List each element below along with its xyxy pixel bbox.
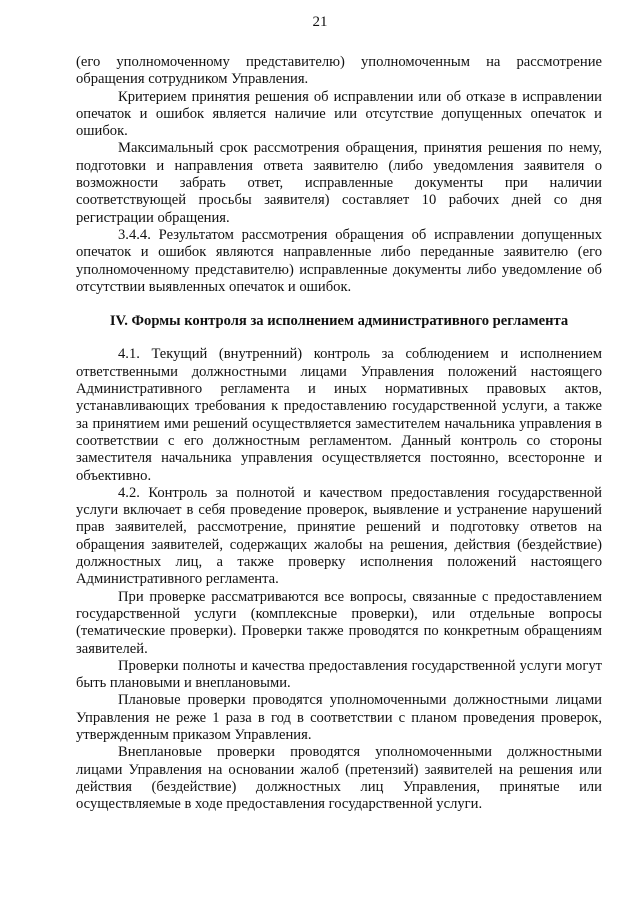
paragraph: Плановые проверки проводятся уполномоченными должностными лицами Управления не реже 1 раза в год в соответствии с планом проведения проверок, утвержденным приказом Управления.	[76, 692, 602, 743]
paragraph: Внеплановые проверки проводятся уполномоченными должностными лицами Управления на основании жалоб (претензий) заявителей на решения или действия (бездействие) должностных лиц Управления, принятые или осуществляемые в ходе предоставления государственной услуги.	[76, 744, 602, 813]
paragraph: 3.4.4. Результатом рассмотрения обращения об исправлении допущенных опечаток и ошибок являются направленные либо переданные заявителю (его уполномоченному представителю) исправленные документы либо уведомление об отсутствии выявленных опечаток и ошибок.	[76, 226, 602, 295]
section-heading: IV. Формы контроля за исполнением административного регламента	[109, 313, 569, 330]
paragraph: 4.1. Текущий (внутренний) контроль за соблюдением и исполнением ответственными должностными лицами Управления положений настоящего Административного регламента и иных нормативных правовых актов, устанавливающих требования к предоставлению государственной услуги, а также за принятием ими решений осуществляется заместителем начальника управления в соответствии с его должностным регламентом. Данный контроль со стороны заместителя начальника управления осуществляется постоянно, всесторонне и объективно.	[76, 346, 602, 484]
paragraph: Критерием принятия решения об исправлении или об отказе в исправлении опечаток и ошибок является наличие или отсутствие допущенных опечаток и ошибок.	[76, 88, 602, 140]
paragraph: (его уполномоченному представителю) уполномоченным на рассмотрение обращения сотрудником Управления.	[76, 54, 602, 88]
paragraph: Проверки полноты и качества предоставления государственной услуги могут быть плановыми и внеплановыми.	[76, 657, 602, 692]
paragraph: 4.2. Контроль за полнотой и качеством предоставления государственной услуги включает в себя проведение проверок, выявление и устранение нарушений прав заявителей, рассмотрение, принятие решений и подготовку ответов на обращения заявителей, содержащих жалобы на решения, действия (бездействие) должностных лиц, а также проверку исполнения положений настоящего Административного регламента.	[76, 484, 602, 588]
page-number: 21	[312, 14, 328, 30]
paragraph: При проверке рассматриваются все вопросы, связанные с предоставлением государственной услуги (комплексные проверки), или отдельные вопросы (тематические проверки). Проверки также проводятся по конкретным обращениям заявителей.	[76, 588, 602, 657]
paragraph: Максимальный срок рассмотрения обращения, принятия решения по нему, подготовки и направления ответа заявителю (либо уведомления заявителя о возможности забрать ответ, исправленные документы при наличии соответствующей просьбы заявителя) составляет 10 рабочих дней со дня регистрации обращения.	[76, 140, 602, 226]
document-body	[76, 54, 602, 813]
